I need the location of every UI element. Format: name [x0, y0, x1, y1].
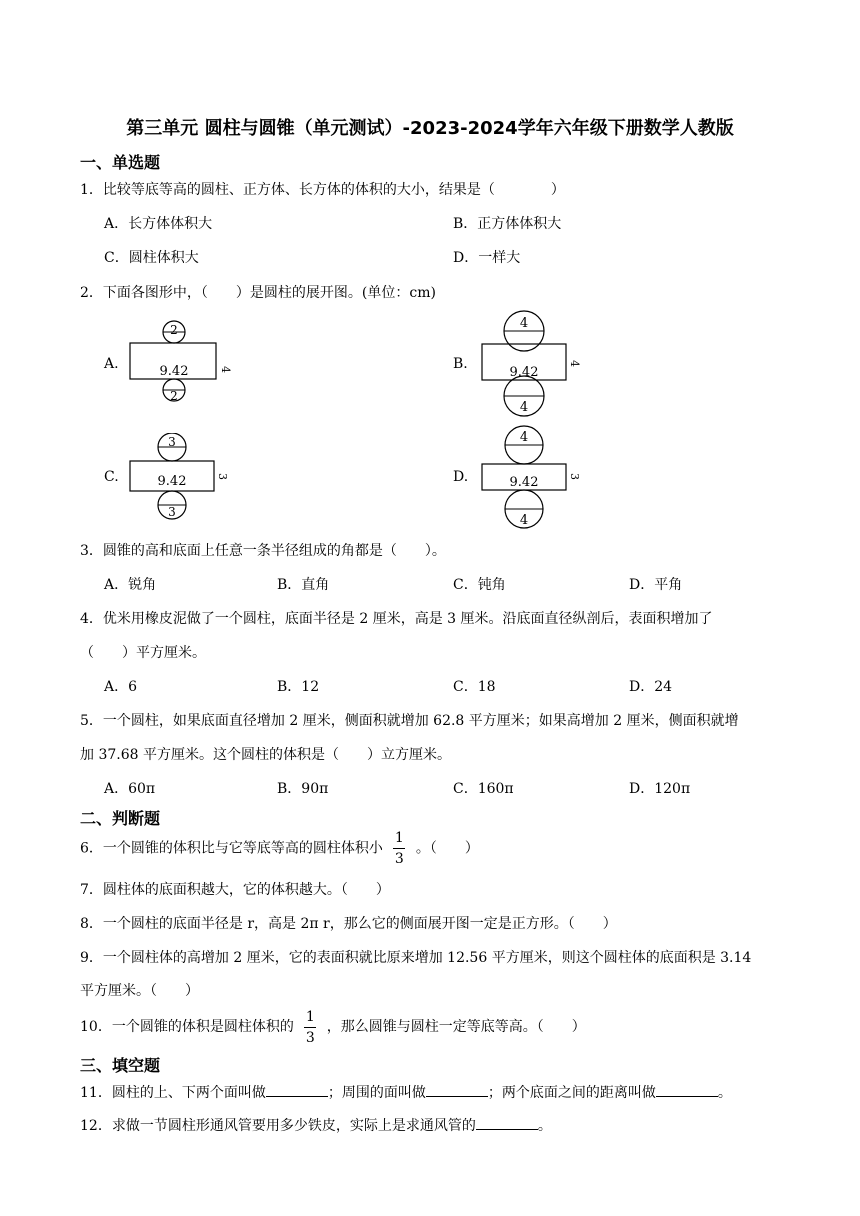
q6-text-before: 6．一个圆锥的体积比与它等底等高的圆柱体积小 — [80, 840, 383, 857]
figure-a-top-label: 2 — [170, 323, 178, 337]
page-title: 第三单元 圆柱与圆锥（单元测试）-2023-2024学年六年级下册数学人教版 — [126, 118, 734, 139]
figure-d-net — [478, 425, 584, 529]
question-6 — [80, 830, 479, 867]
question-3: 3．圆锥的高和底面上任意一条半径组成的角都是（ ）。 — [80, 543, 446, 559]
question-4-line-2: （ ）平方厘米。 — [80, 645, 206, 661]
q11-blank-2[interactable] — [426, 1082, 488, 1097]
figure-b-side-label: 4 — [568, 360, 581, 367]
q11-text-c: ；两个底面之间的距离叫做 — [487, 1085, 656, 1101]
question-2: 2．下面各图形中，（ ）是圆柱的展开图。(单位：cm) — [80, 285, 436, 301]
q10-numerator: 1 — [305, 1008, 315, 1025]
section-heading-fill-blank: 三、填空题 — [80, 1056, 161, 1075]
q4-option-c[interactable]: C．18 — [453, 679, 496, 695]
figure-a-rect-label: 9.42 — [159, 364, 189, 379]
q11-text-d: 。 — [717, 1085, 732, 1101]
question-8: 8．一个圆柱的底面半径是 r，高是 2π r，那么它的侧面展开图一定是正方形。（ ） — [80, 916, 617, 932]
question-5-line-2: 加 37.68 平方厘米。这个圆柱的体积是（ ）立方厘米。 — [80, 747, 451, 763]
figure-c-side-label: 3 — [216, 473, 229, 480]
fraction-bar — [393, 848, 405, 849]
figure-b-top-label: 4 — [519, 316, 529, 331]
question-5-line-1: 5．一个圆柱，如果底面直径增加 2 厘米，侧面积就增加 62.8 平方厘米；如果高增加 2 厘米，侧面积就增 — [80, 713, 739, 729]
q3-option-a[interactable]: A．锐角 — [104, 577, 157, 593]
q12-text-b: 。 — [537, 1118, 552, 1134]
fraction-bar — [304, 1027, 316, 1028]
q12-text-a: 12．求做一节圆柱形通风管要用多少铁皮，实际上是求通风管的 — [80, 1118, 476, 1134]
q5-option-c[interactable]: C．160π — [453, 781, 514, 797]
q11-blank-3[interactable] — [656, 1082, 718, 1097]
q4-option-b[interactable]: B．12 — [277, 679, 320, 695]
q6-fraction — [393, 830, 406, 867]
q12-blank-1[interactable] — [476, 1115, 538, 1130]
q4-option-a[interactable]: A．6 — [104, 679, 138, 695]
figure-c-net — [128, 433, 234, 521]
section-heading-true-false: 二、判断题 — [80, 809, 161, 828]
q10-denominator: 3 — [305, 1029, 315, 1046]
figure-a-net — [128, 320, 234, 406]
q10-text-after: ，那么圆锥与圆柱一定等底等高。（ ） — [326, 1019, 586, 1035]
question-9-line-1: 9．一个圆柱体的高增加 2 厘米，它的表面积就比原来增加 12.56 平方厘米，则这个圆柱体的底面积是 3.14 — [80, 950, 752, 966]
q11-text-a: 11．圆柱的上、下两个面叫做 — [80, 1085, 266, 1101]
question-9-line-2: 平方厘米。（ ） — [80, 983, 199, 999]
q6-denominator: 3 — [394, 851, 404, 867]
q5-option-d[interactable]: D．120π — [629, 781, 691, 797]
q2-option-a[interactable]: A. — [104, 356, 119, 372]
q11-text-b: ；周围的面叫做 — [327, 1085, 426, 1101]
question-7: 7．圆柱体的底面积越大，它的体积越大。（ ） — [80, 882, 390, 898]
question-10 — [80, 1008, 586, 1046]
figure-d-rect-label: 9.42 — [509, 475, 539, 490]
figure-c-bottom-label: 3 — [168, 505, 176, 519]
q1-option-a[interactable]: A．长方体体积大 — [104, 216, 213, 232]
q6-text-after: 。（ ） — [415, 840, 479, 857]
q4-option-d[interactable]: D．24 — [629, 679, 673, 695]
q2-option-d[interactable]: D. — [453, 469, 469, 485]
q5-option-b[interactable]: B．90π — [277, 781, 329, 797]
question-1: 1．比较等底等高的圆柱、正方体、长方体的体积的大小，结果是（ ） — [80, 182, 565, 198]
q10-fraction — [304, 1009, 317, 1046]
q11-blank-1[interactable] — [266, 1082, 328, 1097]
figure-d-top-label: 4 — [519, 430, 529, 445]
q5-option-a[interactable]: A．60π — [104, 781, 156, 797]
figure-c-rect-label: 9.42 — [157, 474, 187, 489]
q1-option-d[interactable]: D．一样大 — [453, 250, 521, 266]
figure-b-rect-label: 9.42 — [509, 365, 539, 380]
q2-option-b[interactable]: B. — [453, 356, 468, 372]
section-heading-single-choice: 一、单选题 — [80, 153, 161, 172]
question-4-line-1: 4．优米用橡皮泥做了一个圆柱，底面半径是 2 厘米，高是 3 厘米。沿底面直径纵剖后，表面积增加了 — [80, 611, 713, 627]
figure-c-top-label: 3 — [168, 435, 176, 449]
figure-d-side-label: 3 — [568, 473, 581, 480]
q6-numerator: 1 — [394, 830, 404, 846]
figure-a-bottom-label: 2 — [170, 389, 178, 403]
q10-text-before: 10．一个圆锥的体积是圆柱体积的 — [80, 1019, 294, 1035]
figure-d-bottom-label: 4 — [519, 513, 529, 528]
figure-b-bottom-label: 4 — [519, 400, 529, 415]
q1-option-b[interactable]: B．正方体体积大 — [453, 216, 562, 232]
q2-option-c[interactable]: C. — [104, 469, 119, 485]
figure-a-side-label: 4 — [219, 366, 232, 373]
q3-option-d[interactable]: D．平角 — [629, 577, 683, 593]
q3-option-b[interactable]: B．直角 — [277, 577, 330, 593]
question-12 — [80, 1115, 552, 1137]
figure-b-net — [478, 310, 584, 418]
q1-option-c[interactable]: C．圆柱体积大 — [104, 250, 199, 266]
question-11 — [80, 1082, 732, 1104]
q3-option-c[interactable]: C．钝角 — [453, 577, 506, 593]
